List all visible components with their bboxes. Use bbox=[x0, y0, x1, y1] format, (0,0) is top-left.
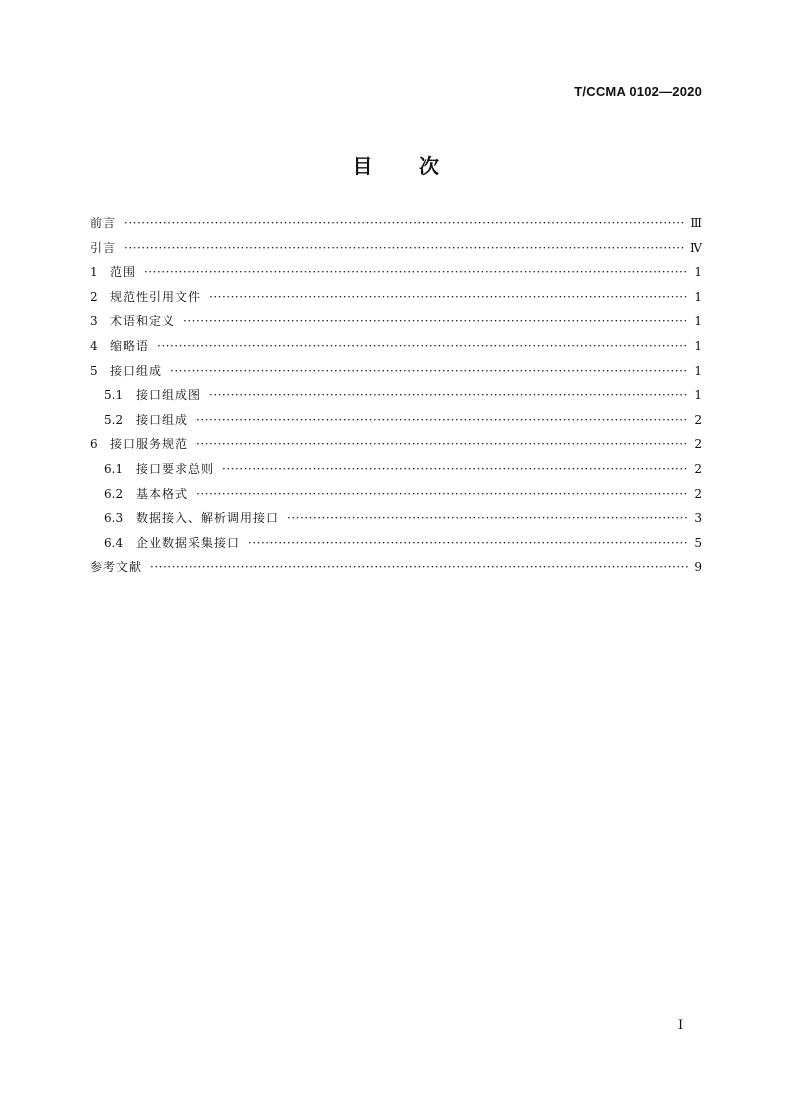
toc-entry-page: Ⅲ bbox=[690, 216, 702, 230]
toc-entry-title: 接口服务规范 bbox=[110, 437, 189, 452]
toc-entry-page: 1 bbox=[694, 388, 702, 403]
toc-entry-number: 6.4 bbox=[104, 535, 124, 550]
toc-leader-dots bbox=[183, 313, 688, 329]
toc-leader-dots bbox=[144, 264, 688, 280]
toc-entry-page: 1 bbox=[694, 314, 702, 329]
toc-entry-page: 2 bbox=[694, 412, 702, 427]
toc-leader-dots bbox=[222, 461, 688, 477]
toc-entry-5[interactable] bbox=[90, 363, 702, 388]
toc-entry-bibliography[interactable] bbox=[90, 559, 702, 584]
page-title-part1: 目 bbox=[352, 154, 373, 178]
toc-entry-6-3[interactable] bbox=[90, 510, 702, 535]
toc-entry-number: 6.3 bbox=[104, 511, 124, 526]
toc-entry-page: 5 bbox=[694, 535, 702, 550]
page-title-part2: 次 bbox=[419, 154, 440, 178]
toc-entry-5-1[interactable] bbox=[90, 387, 702, 412]
toc-entry-6-4[interactable] bbox=[90, 535, 702, 560]
toc-leader-dots bbox=[124, 240, 686, 256]
page-title bbox=[0, 150, 792, 179]
toc-leader-dots bbox=[124, 215, 686, 231]
toc-entry-title: 前言 bbox=[90, 216, 117, 230]
toc-entry-title: 引言 bbox=[90, 240, 117, 255]
toc-entry-6[interactable] bbox=[90, 436, 702, 461]
toc-entry-number: 4 bbox=[90, 338, 98, 353]
toc-entry-title: 接口组成 bbox=[110, 363, 163, 378]
toc-entry-2[interactable] bbox=[90, 289, 702, 314]
toc-entry-title: 参考文献 bbox=[90, 560, 143, 575]
toc-entry-page: 3 bbox=[694, 511, 702, 526]
toc-entry-page: 1 bbox=[694, 289, 702, 304]
page-number: Ⅰ bbox=[678, 1018, 684, 1033]
toc-entry-6-1[interactable] bbox=[90, 461, 702, 486]
toc-leader-dots bbox=[157, 338, 688, 354]
toc-entry-page: 9 bbox=[694, 560, 702, 575]
toc-entry-page: 2 bbox=[694, 437, 702, 452]
toc-entry-page: 1 bbox=[694, 265, 702, 280]
toc-entry-number: 5 bbox=[90, 363, 98, 378]
toc-entry-title: 接口要求总则 bbox=[136, 461, 215, 476]
toc-entry-number: 6.2 bbox=[104, 486, 124, 501]
toc-entry-introduction[interactable] bbox=[90, 240, 702, 265]
toc-entry-number: 5.2 bbox=[104, 412, 124, 427]
toc-entry-number: 6 bbox=[90, 437, 98, 452]
document-code: T/CCMA 0102—2020 bbox=[574, 84, 702, 99]
toc-leader-dots bbox=[196, 436, 688, 452]
toc-entry-title: 接口组成图 bbox=[136, 388, 202, 403]
toc-entry-1[interactable] bbox=[90, 264, 702, 289]
toc-entry-page: 1 bbox=[694, 338, 702, 353]
toc-entry-3[interactable] bbox=[90, 313, 702, 338]
toc-entry-title: 缩略语 bbox=[110, 338, 150, 353]
toc-entry-title: 规范性引用文件 bbox=[110, 289, 202, 304]
toc-leader-dots bbox=[248, 535, 688, 551]
toc-entry-foreword[interactable] bbox=[90, 215, 702, 240]
toc-entry-page: 2 bbox=[694, 486, 702, 501]
toc-entry-5-2[interactable] bbox=[90, 412, 702, 437]
toc-leader-dots bbox=[209, 289, 688, 305]
toc-entry-title: 接口组成 bbox=[136, 412, 189, 427]
toc-leader-dots bbox=[170, 363, 688, 379]
toc-entry-title: 数据接入、解析调用接口 bbox=[136, 511, 280, 526]
table-of-contents bbox=[90, 215, 702, 584]
toc-entry-number: 2 bbox=[90, 289, 98, 304]
toc-entry-6-2[interactable] bbox=[90, 486, 702, 511]
toc-leader-dots bbox=[196, 412, 688, 428]
toc-leader-dots bbox=[196, 486, 688, 502]
toc-entry-page: 1 bbox=[694, 363, 702, 378]
toc-entry-title: 范围 bbox=[110, 265, 137, 280]
toc-entry-number: 3 bbox=[90, 314, 98, 329]
toc-entry-number: 6.1 bbox=[104, 461, 124, 476]
toc-leader-dots bbox=[287, 510, 688, 526]
toc-entry-title: 术语和定义 bbox=[110, 314, 176, 329]
toc-leader-dots bbox=[150, 559, 688, 575]
toc-entry-title: 基本格式 bbox=[136, 486, 189, 501]
toc-leader-dots bbox=[209, 387, 688, 403]
toc-entry-page: 2 bbox=[694, 461, 702, 476]
toc-entry-number: 1 bbox=[90, 265, 98, 280]
toc-entry-4[interactable] bbox=[90, 338, 702, 363]
toc-entry-number: 5.1 bbox=[104, 388, 124, 403]
toc-entry-page: Ⅳ bbox=[690, 240, 702, 255]
toc-entry-title: 企业数据采集接口 bbox=[136, 535, 241, 550]
